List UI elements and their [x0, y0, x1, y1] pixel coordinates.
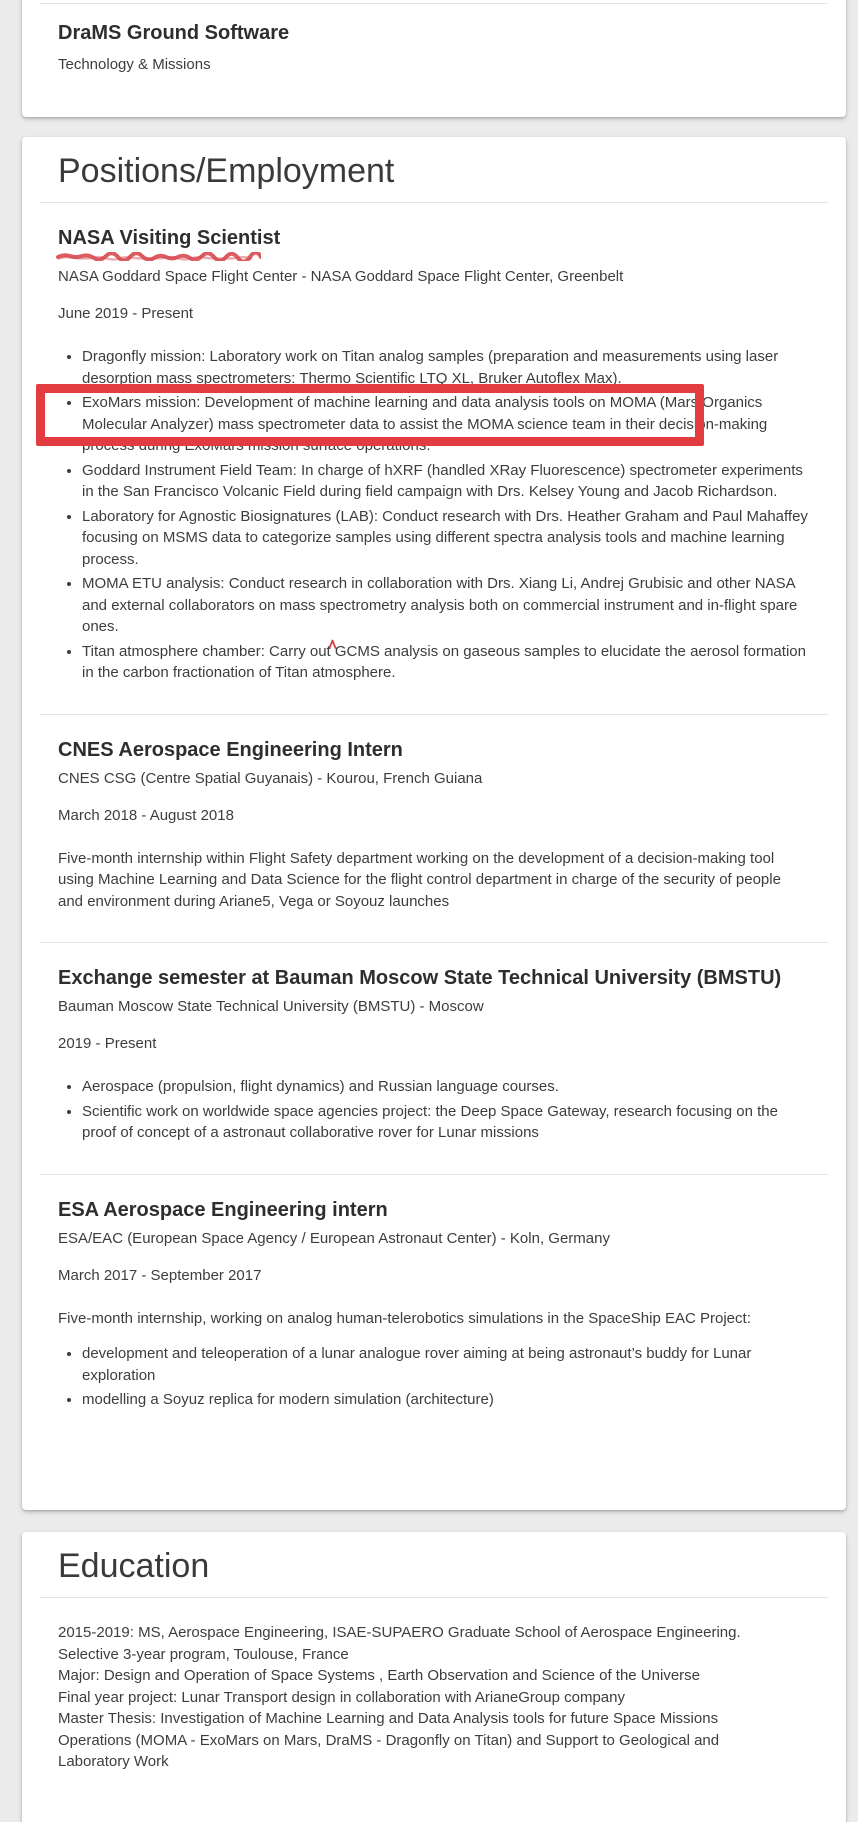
- entry-dates: March 2017 - September 2017: [58, 1266, 262, 1284]
- bullet-item: • MOMA ETU analysis: Conduct research in collaboration with Drs. Xiang Li, Andrej Grubisic and other NASA and external collaborators on mass spectrometry analysis both on commercial instrument and in-flight spare ones.: [82, 573, 810, 638]
- bullet-item: • Dragonfly mission: Laboratory work on Titan analog samples (preparation and measurements using laser desorption mass spectrometers: Thermo Scientific LTQ XL, Bruker Autoflex Max).: [82, 346, 810, 389]
- position-entry-nasa: [22, 225, 846, 684]
- entry-title: NASA Visiting Scientist: [58, 227, 281, 249]
- project-subtitle: Technology & Missions: [58, 56, 211, 73]
- education-card: [22, 1532, 846, 1822]
- position-entry-esa: [22, 1197, 846, 1411]
- divider: [40, 3, 828, 4]
- entry-organization: NASA Goddard Space Flight Center - NASA Goddard Space Flight Center, Greenbelt: [58, 268, 624, 285]
- divider: [40, 1597, 828, 1598]
- divider: [40, 942, 828, 943]
- bullet-text: ExoMars mission: Development of machine learning and data analysis tools on MOMA (Mars Organics Molecular Analyzer) mass spectrometer data to assist the MOMA science team in their decision-making process during ExoMars mission surface operations.: [82, 394, 768, 454]
- entry-description: Five-month internship within Flight Safety department working on the development of a decision-making tool using Machine Learning and Data Science for the flight control department in charge of the security of people and environment during Ariane5, Vega or Soyouz launches: [58, 849, 781, 910]
- project-title: DraMS Ground Software: [58, 22, 290, 44]
- divider: [40, 202, 828, 203]
- divider: [40, 1174, 828, 1175]
- education-line: Master Thesis: Investigation of Machine Learning and Data Analysis tools for future Space Missions: [58, 1710, 719, 1727]
- entry-dates: 2019 - Present: [58, 1035, 157, 1052]
- previous-section-card: [22, 0, 846, 117]
- entry-organization: ESA/EAC (European Space Agency / European Astronaut Center) - Koln, Germany: [58, 1229, 610, 1247]
- bullet-item: • Aerospace (propulsion, flight dynamics) and Russian language courses.: [82, 1076, 810, 1098]
- bullet-item: [82, 641, 810, 684]
- education-line: 2015-2019: MS, Aerospace Engineering, ISAE-SUPAERO Graduate School of Aerospace Engineering.: [58, 1624, 741, 1641]
- entry-title: Exchange semester at Bauman Moscow State Technical University (BMSTU): [58, 967, 782, 989]
- entry-title: ESA Aerospace Engineering intern: [58, 1198, 388, 1221]
- red-underline-annotation: [55, 252, 261, 261]
- entry-bullet-list: [58, 1343, 810, 1411]
- entry-organization: Bauman Moscow State Technical University (BMSTU) - Moscow: [58, 998, 484, 1015]
- bullet-item: • Laboratory for Agnostic Biosignatures (LAB): Conduct research with Drs. Heather Graham and Paul Mahaffey focusing on MSMS data to categorize samples using different spectra analysis tools and machine learning process.: [82, 506, 810, 571]
- divider: [40, 714, 828, 715]
- bullet-item: • Scientific work on worldwide space agencies project: the Deep Space Gateway, research focusing on the proof of concept of a astronaut collaborative rover for Lunar missions: [82, 1101, 810, 1144]
- section-title-education: Education: [58, 1547, 210, 1585]
- bullet-item: • Goddard Instrument Field Team: In charge of hXRF (handled XRay Fluorescence) spectrometer experiments in the San Francisco Volcanic Field during field campaign with Drs. Kelsey Young and Jacob Richardson.: [82, 460, 810, 503]
- entry-dates: March 2018 - August 2018: [58, 806, 234, 824]
- red-caret-annotation: [328, 634, 337, 656]
- position-entry-bmstu: [22, 965, 846, 1144]
- bullet-item: • development and teleoperation of a lunar analogue rover aiming at being astronaut’s buddy for Lunar exploration: [82, 1343, 810, 1386]
- education-line: Operations (MOMA - ExoMars on Mars, DraMS - Dragonfly on Titan) and Support to Geological and: [58, 1731, 720, 1749]
- entry-dates: June 2019 - Present: [58, 305, 194, 322]
- bullet-text: Titan atmosphere chamber: Carry out GCMS analysis on gaseous samples to elucidate the aerosol formation in the carbon fractionation of Titan atmosphere.: [82, 642, 806, 681]
- entry-bullet-list: [58, 1076, 810, 1144]
- entry-title: CNES Aerospace Engineering Intern: [58, 738, 403, 761]
- education-line: Major: Design and Operation of Space Systems , Earth Observation and Science of the Universe: [58, 1667, 700, 1684]
- positions-employment-card: [22, 137, 846, 1510]
- bullet-item: • modelling a Soyuz replica for modern simulation (architecture): [82, 1389, 810, 1411]
- education-line: Selective 3-year program, Toulouse, France: [58, 1645, 349, 1663]
- position-entry-cnes: [22, 737, 846, 913]
- education-line: Laboratory Work: [58, 1753, 169, 1770]
- entry-bullet-list: [58, 346, 810, 684]
- education-line: Final year project: Lunar Transport design in collaboration with ArianeGroup company: [58, 1688, 625, 1706]
- entry-description: Five-month internship, working on analog human-telerobotics simulations in the SpaceShip EAC Project:: [58, 1309, 751, 1327]
- bullet-item-highlighted: [82, 392, 810, 457]
- entry-organization: CNES CSG (Centre Spatial Guyanais) - Kourou, French Guiana: [58, 769, 483, 787]
- section-title-positions: Positions/Employment: [58, 152, 395, 190]
